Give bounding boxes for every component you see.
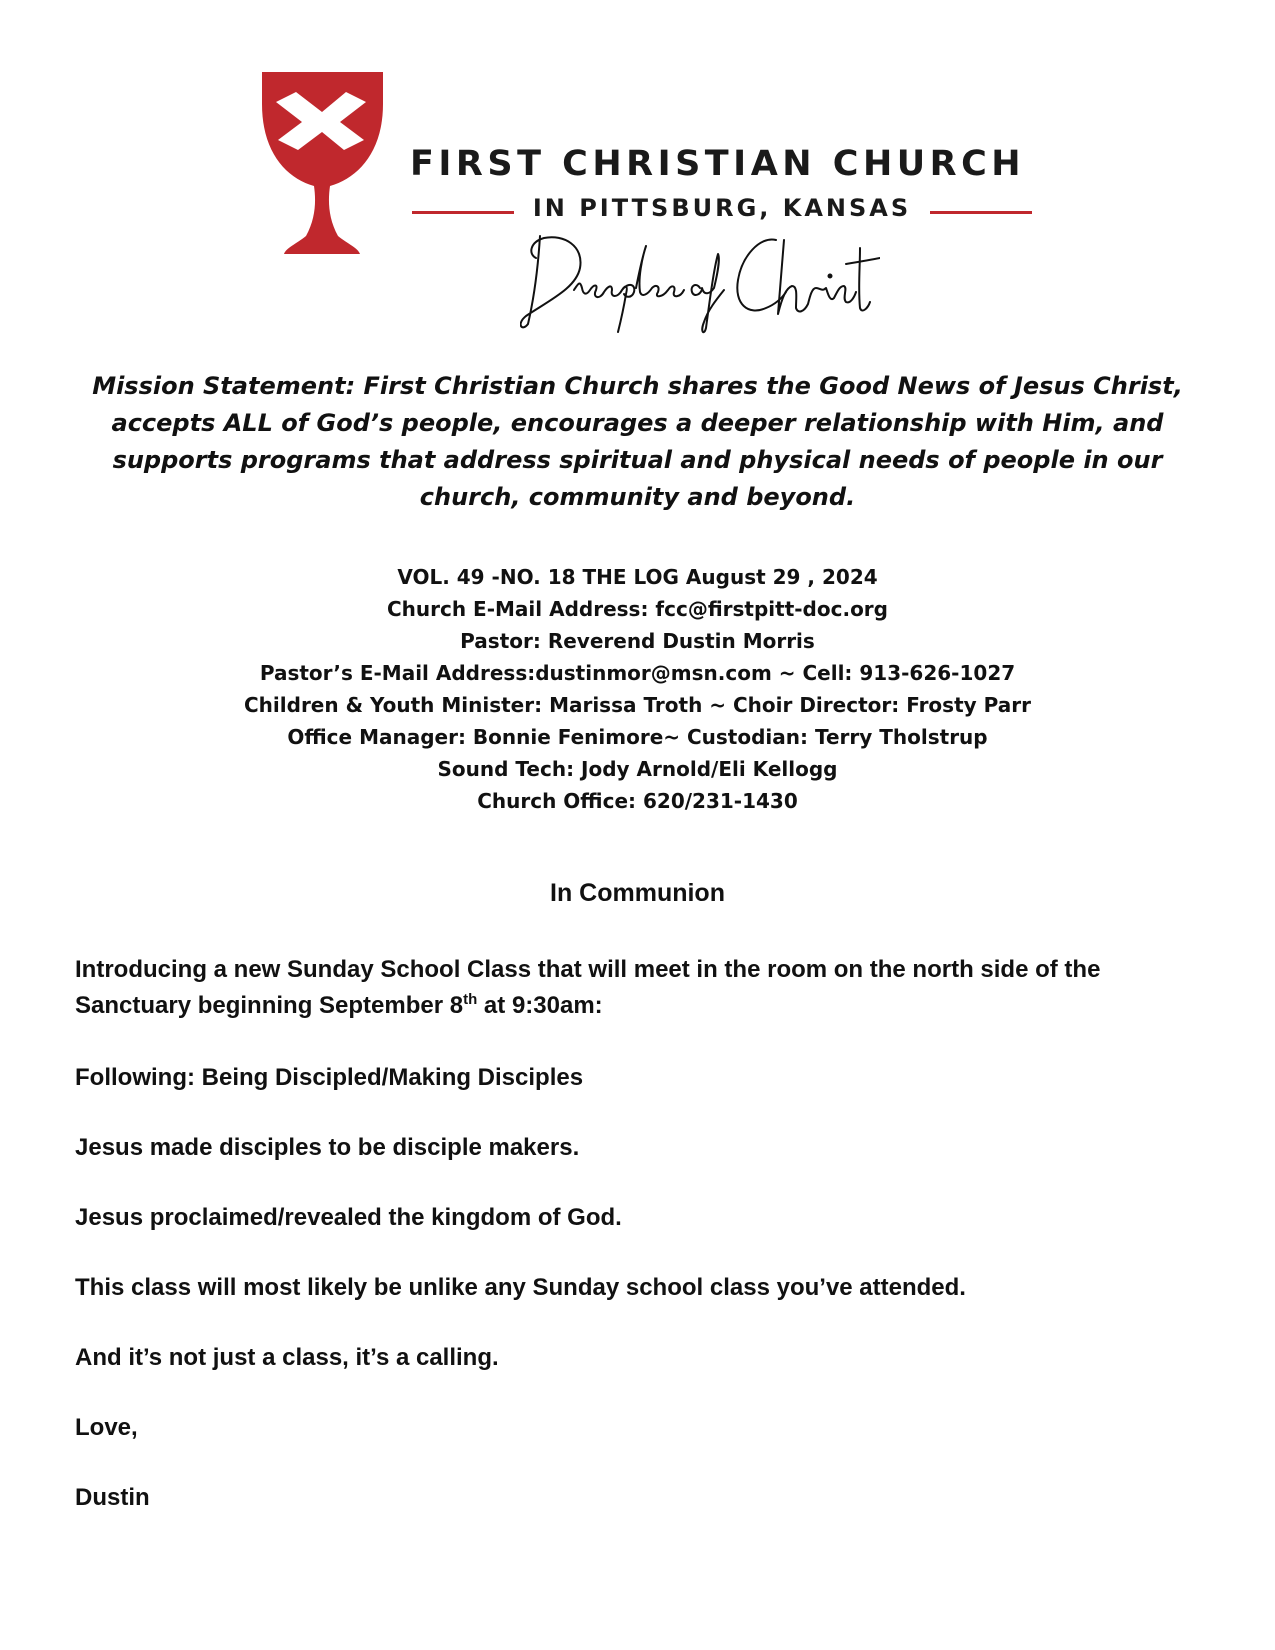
chalice-logo: [262, 72, 386, 254]
article-signature: Dustin: [75, 1484, 150, 1511]
pastor-line: Pastor: Reverend Dustin Morris: [460, 629, 815, 653]
article-paragraph: Jesus proclaimed/revealed the kingdom of God.: [75, 1204, 622, 1231]
article-paragraph: And it’s not just a class, it’s a calling.: [75, 1344, 499, 1371]
ordinal-suffix: th: [463, 991, 478, 1008]
article-intro-text: Introducing a new Sunday School Class that will meet in the room on the north side of the Sanctuary beginning September 8: [75, 956, 1101, 1019]
sound-tech-line: Sound Tech: Jody Arnold/Eli Kellogg: [437, 757, 838, 781]
article-title: In Communion: [550, 879, 725, 907]
church-office-line: Church Office: 620/231-1430: [477, 789, 798, 813]
church-email-line: Church E-Mail Address: fcc@firstpitt-doc.org: [386, 597, 888, 621]
article-paragraph: Following: Being Discipled/Making Disciples: [75, 1064, 584, 1091]
masthead: [100, 561, 1175, 817]
disciples-of-christ-script-logo: [520, 228, 880, 338]
article-intro-time: at 9:30am:: [477, 992, 603, 1019]
staff-line: Office Manager: Bonnie Fenimore~ Custodian: Terry Tholstrup: [287, 725, 988, 749]
article-intro: [75, 952, 1205, 1024]
article-paragraph: Jesus made disciples to be disciple makers.: [75, 1134, 580, 1161]
volume-line: VOL. 49 -NO. 18 THE LOG August 29 , 2024: [397, 565, 878, 589]
article-closing: Love,: [75, 1414, 138, 1441]
divider-left: [412, 211, 514, 214]
church-name: FIRST CHRISTIAN CHURCH: [410, 144, 1026, 184]
mission-statement: Mission Statement: First Christian Church shares the Good News of Jesus Christ, accepts ALL of God’s people, encourages a deeper relationship with Him, and supports programs that address spiritual and physical needs of people in our church, community and beyond.: [92, 372, 1183, 511]
ministers-line: Children & Youth Minister: Marissa Troth ~ Choir Director: Frosty Parr: [244, 693, 1031, 717]
church-location: IN PITTSBURG, KANSAS: [532, 194, 912, 222]
article-paragraph: This class will most likely be unlike any Sunday school class you’ve attended.: [75, 1274, 966, 1301]
pastor-contact-line: Pastor’s E-Mail Address:dustinmor@msn.com ~ Cell: 913-626-1027: [259, 661, 1016, 685]
header: [0, 60, 1275, 360]
divider-right: [930, 211, 1032, 214]
